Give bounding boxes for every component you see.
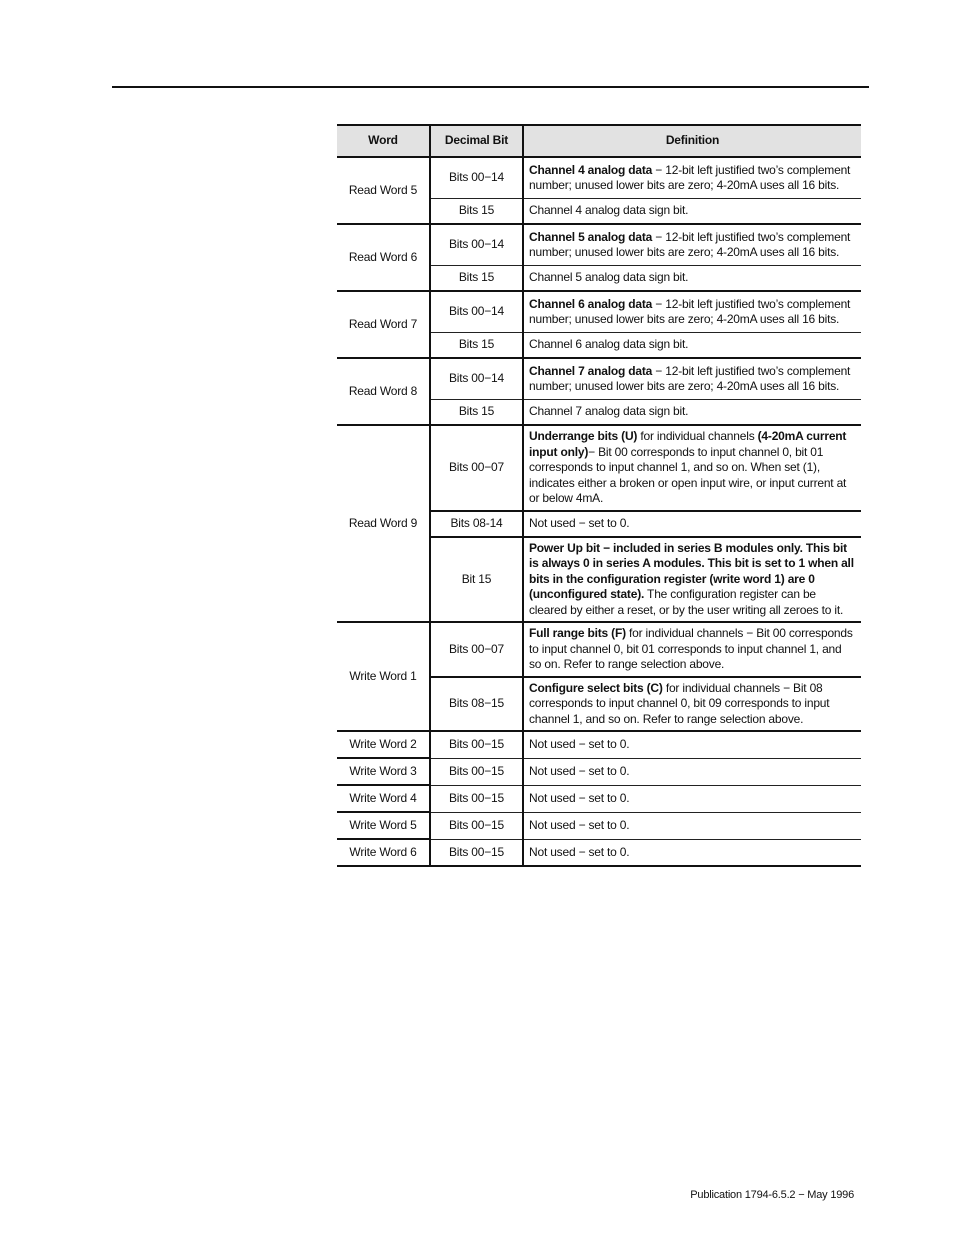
table-row [337,157,861,199]
bit-cell: Bits 15 [430,400,523,426]
definition-bold: Channel 6 analog data [529,296,653,311]
definition-bold: Underrange bits (U) [529,429,638,443]
table-row [337,839,861,866]
header-definition: Definition [523,125,861,157]
definition-bold: Power Up bit − included in series B modules only. This bit is always 0 in series A modules. This bit is set to 1 when all bits in the configuration register (write word 1) are 0 (unconfigured state). [529,540,854,601]
bit-cell: Bit 15 [430,537,523,623]
bit-cell: Bits 00−15 [430,812,523,839]
word-cell: Write Word 4 [337,785,430,812]
word-cell: Write Word 6 [337,839,430,866]
definition-text: for individual channels − Bit 00 corresponds to input channel 0, bit 01 corresponds to input channel 1, and so on. Refer to range selection above. [529,626,853,671]
definition-cell [523,157,861,199]
definition-cell: Not used − set to 0. [523,812,861,839]
word-cell: Write Word 5 [337,812,430,839]
definition-cell [523,291,861,333]
definition-cell: Channel 5 analog data sign bit. [523,266,861,292]
word-cell: Read Word 7 [337,291,430,358]
definition-text: The configuration register can be cleared by either a reset, or by the user writing all zeroes to it. [529,587,844,617]
table-row [337,731,861,758]
definition-cell [523,224,861,266]
publication-footer: Publication 1794-6.5.2 − May 1996 [690,1189,854,1201]
definition-cell: Not used − set to 0. [523,731,861,758]
bit-cell: Bits 00−07 [430,622,523,677]
bit-cell: Bits 00−15 [430,758,523,785]
table-row [337,812,861,839]
word-cell: Read Word 5 [337,157,430,224]
word-cell: Write Word 3 [337,758,430,785]
bit-cell: Bits 00−14 [430,157,523,199]
definition-text-2: − Bit 00 corresponds to input channel 0, bit 01 corresponds to input channel 1, and so on. When set (1), indicates either a broken or open input wire, or input current at or below 4mA. [529,444,847,505]
bit-cell: Bits 15 [430,333,523,359]
definition-text: − 12-bit left justified two’s complement number; unused lower bits are zero; 4-20mA uses all 16 bits. [529,162,851,192]
definition-bold-2: (4-20mA current input only) [529,429,847,459]
header-decimal-bit: Decimal Bit [430,125,523,157]
definition-cell [523,358,861,400]
definition-cell: Not used − set to 0. [523,785,861,812]
definition-text: − 12-bit left justified two’s complement number; unused lower bits are zero; 4-20mA uses all 16 bits. [529,363,851,393]
definition-cell [523,622,861,677]
definition-text: for individual channels [637,429,758,443]
bit-cell: Bits 00−07 [430,425,523,511]
definition-text: − 12-bit left justified two’s complement number; unused lower bits are zero; 4-20mA uses all 16 bits. [529,296,851,326]
definition-bold: Configure select bits (C) [529,680,663,695]
bit-cell: Bits 00−15 [430,731,523,758]
definition-cell [523,537,861,623]
word-cell: Read Word 9 [337,425,430,622]
word-cell: Read Word 8 [337,358,430,425]
bit-cell: Bits 00−14 [430,224,523,266]
table-header-row [337,125,861,157]
definition-cell: Channel 4 analog data sign bit. [523,199,861,225]
bit-cell: Bits 00−15 [430,785,523,812]
bit-cell: Bits 08-14 [430,511,523,537]
header-rule [112,86,869,88]
header-word: Word [337,125,430,157]
definition-text: − 12-bit left justified two’s complement number; unused lower bits are zero; 4-20mA uses all 16 bits. [529,229,851,259]
definition-cell: Channel 7 analog data sign bit. [523,400,861,426]
definition-bold: Channel 7 analog data [529,363,653,378]
table-row [337,622,861,677]
definition-cell: Not used − set to 0. [523,758,861,785]
word-cell: Read Word 6 [337,224,430,291]
definition-cell: Channel 6 analog data sign bit. [523,333,861,359]
definition-cell: Not used − set to 0. [523,839,861,866]
bit-cell: Bits 00−14 [430,291,523,333]
definition-cell: Not used − set to 0. [523,511,861,537]
table-row [337,358,861,400]
bit-cell: Bits 00−15 [430,839,523,866]
definition-text: for individual channels − Bit 08 corresponds to input channel 0, bit 09 corresponds to input channel 1, and so on. Refer to range selection above. [529,680,830,726]
table-row [337,425,861,511]
definition-bold: Full range bits (F) [529,626,626,640]
table-row [337,785,861,812]
definition-cell [523,677,861,732]
bit-cell: Bits 15 [430,266,523,292]
word-cell: Write Word 1 [337,622,430,731]
bit-cell: Bits 08−15 [430,677,523,732]
bit-definition-table [337,124,861,867]
table-row [337,758,861,785]
table-row [337,224,861,266]
bit-cell: Bits 15 [430,199,523,225]
definition-bold: Channel 4 analog data [529,162,653,177]
word-cell: Write Word 2 [337,731,430,758]
bit-cell: Bits 00−14 [430,358,523,400]
table-row [337,291,861,333]
definition-cell [523,425,861,511]
definition-bold: Channel 5 analog data [529,229,653,244]
